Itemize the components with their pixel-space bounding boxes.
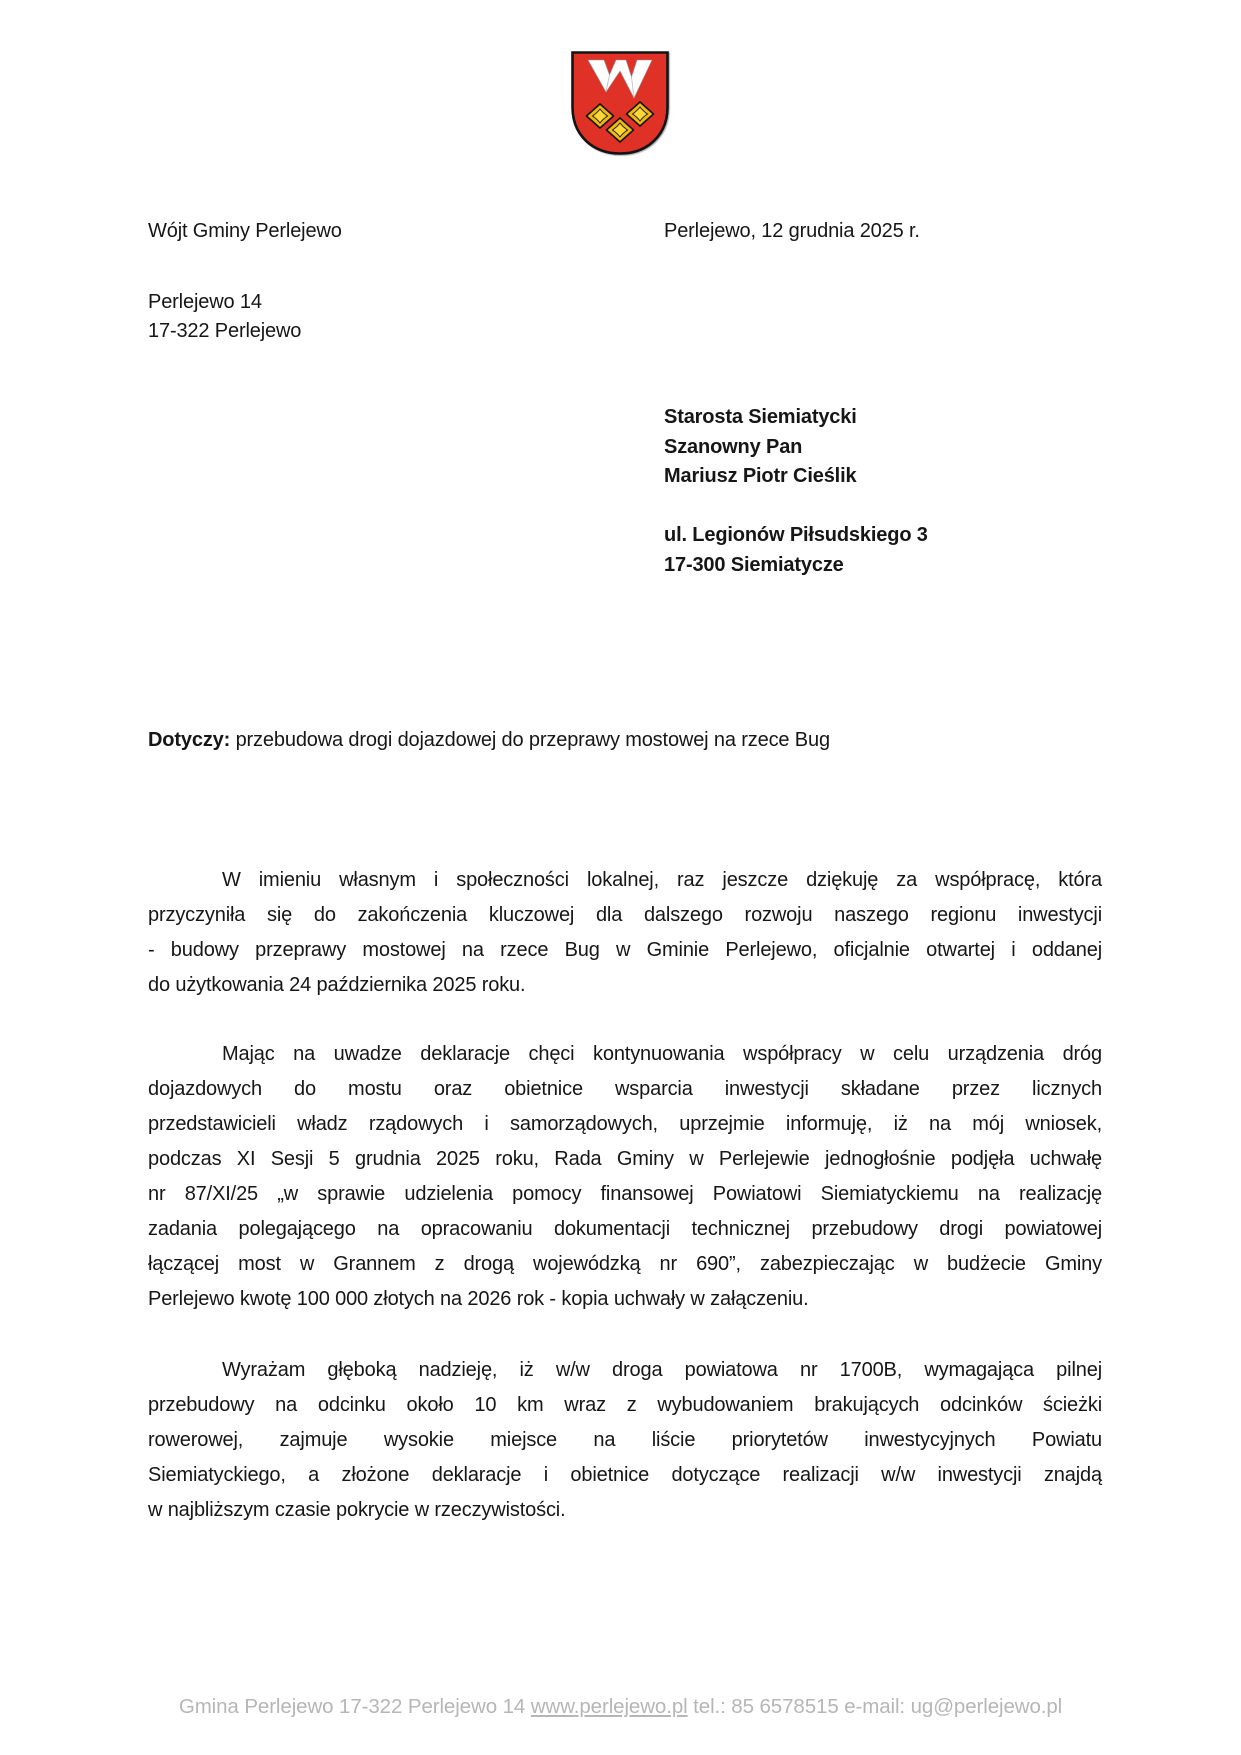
footer-website-link[interactable]: www.perlejewo.pl [530, 1695, 688, 1718]
paragraph-line: nr 87/XI/25 „w sprawie udzielenia pomocy finansowej Powiatowi Siemiatyckiemu na realizację [148, 1183, 1102, 1205]
paragraph-line: łączącej most w Grannem z drogą wojewódzką nr 690”, zabezpieczając w budżecie Gminy [148, 1253, 1102, 1275]
recipient-street: ul. Legionów Piłsudskiego 3 [664, 524, 928, 546]
recipient-city: 17-300 Siemiatycze [664, 553, 844, 576]
recipient-block [664, 403, 1104, 580]
place-and-date: Perlejewo, 12 grudnia 2025 r. [664, 220, 920, 242]
paragraph-line: rowerowej, zajmuje wysokie miejsce na liście priorytetów inwestycyjnych Powiatu [148, 1429, 1102, 1451]
paragraph-line: Perlejewo kwotę 100 000 złotych na 2026 rok - kopia uchwały w załączeniu. [148, 1288, 809, 1310]
subject-line [148, 725, 1102, 755]
subject-text: przebudowa drogi dojazdowej do przeprawy mostowej na rzece Bug [230, 729, 830, 751]
body-paragraph-1 [148, 863, 1102, 1003]
paragraph-line: dojazdowych do mostu oraz obietnice wsparcia inwestycji składane przez licznych [148, 1078, 1102, 1100]
body-paragraph-2 [148, 1037, 1102, 1317]
recipient-spacer [664, 492, 1104, 522]
recipient-office: Starosta Siemiatycki [664, 406, 857, 428]
subject-label: Dotyczy: [148, 729, 231, 751]
paragraph-line: - budowy przeprawy mostowej na rzece Bug w Gminie Perlejewo, oficjalnie otwartej i oddanej [148, 939, 1102, 961]
footer-address: Gmina Perlejewo 17-322 Perlejewo 14 [178, 1695, 531, 1718]
paragraph-line: przyczyniła się do zakończenia kluczowej dla dalszego rozwoju naszego regionu inwestycji [148, 904, 1102, 926]
paragraph-line: do użytkowania 24 października 2025 roku. [148, 974, 526, 996]
recipient-salutation: Szanowny Pan [664, 435, 803, 458]
paragraph-line: przebudowy na odcinku około 10 km wraz z wybudowaniem brakujących odcinków ścieżki [148, 1394, 1102, 1416]
sender-address-line2: 17-322 Perlejewo [148, 320, 302, 342]
sender-address-line1: Perlejewo 14 [148, 291, 262, 313]
recipient-name: Mariusz Piotr Cieślik [664, 465, 857, 487]
body-paragraph-3 [148, 1353, 1102, 1528]
paragraph-line: Wyrażam głęboką nadzieję, iż w/w droga powiatowa nr 1700B, wymagająca pilnej [222, 1359, 1102, 1381]
paragraph-line: przedstawicieli władz rządowych i samorządowych, uprzejmie informuję, iż na mój wniosek, [148, 1113, 1102, 1135]
paragraph-line: w najbliższym czasie pokrycie w rzeczywistości. [148, 1499, 566, 1521]
gmina-perlejewo-coat-of-arms-icon [570, 50, 670, 158]
paragraph-line: podczas XI Sesji 5 grudnia 2025 roku, Rada Gminy w Perlejewie jednogłośnie podjęła uchwałę [148, 1148, 1102, 1170]
page-footer [0, 1694, 1241, 1720]
paragraph-line: W imieniu własnym i społeczności lokalnej, raz jeszcze dziękuję za współpracę, która [222, 869, 1102, 891]
paragraph-line: zadania polegającego na opracowaniu dokumentacji technicznej przebudowy drogi powiatowej [148, 1218, 1102, 1240]
paragraph-line: Mając na uwadze deklaracje chęci kontynuowania współpracy w celu urządzenia dróg [222, 1043, 1102, 1065]
sender-title: Wójt Gminy Perlejewo [148, 220, 342, 242]
paragraph-line: Siemiatyckiego, a złożone deklaracje i obietnice dotyczące realizacji w/w inwestycji znajdą [148, 1464, 1102, 1486]
footer-contact: tel.: 85 6578515 e-mail: ug@perlejewo.pl [687, 1695, 1063, 1718]
